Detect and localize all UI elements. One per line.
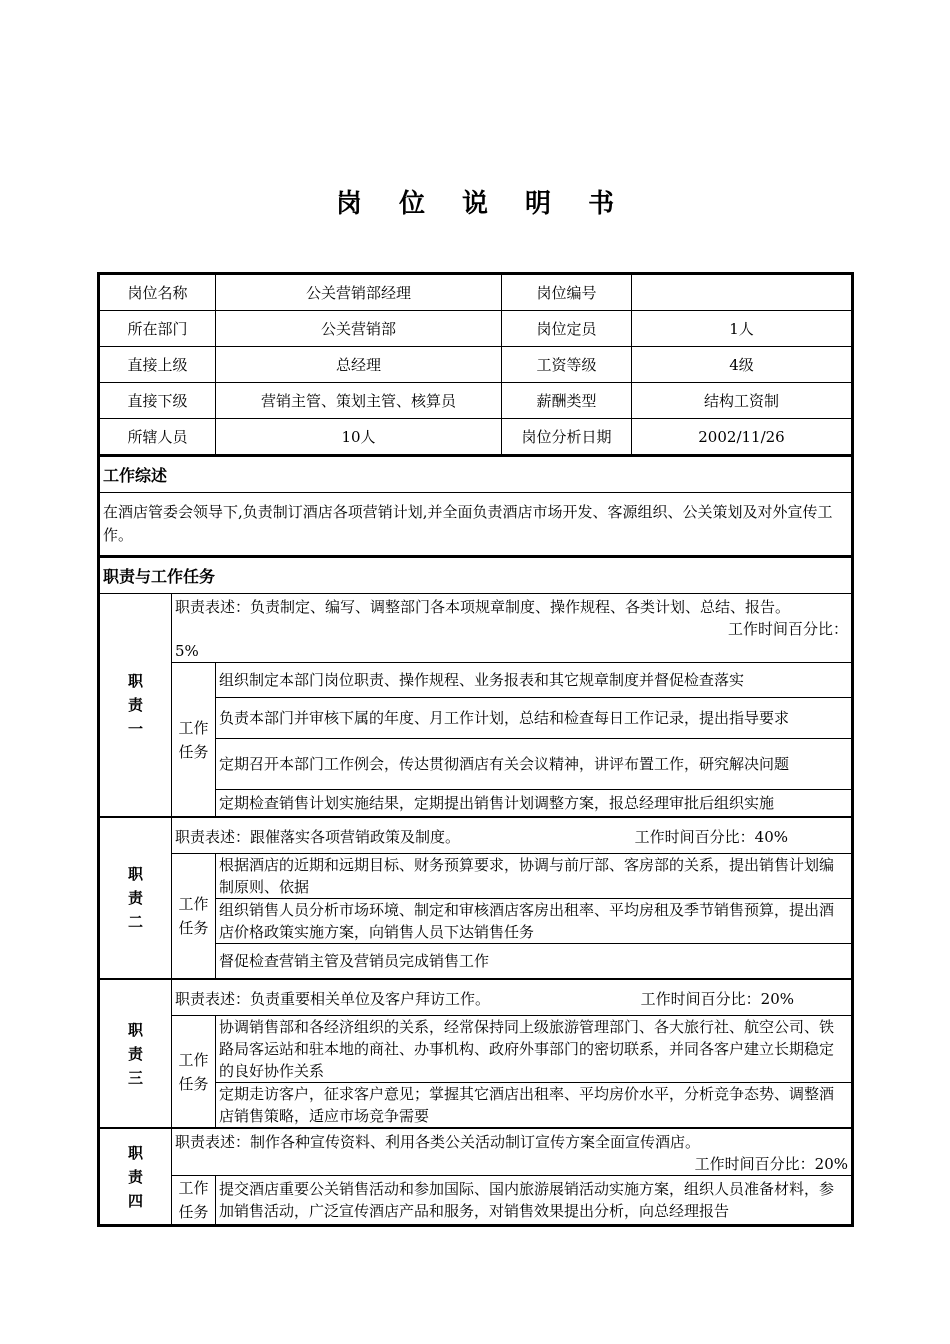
- summary-text: 在酒店管委会领导下,负责制订酒店各项营销计划,并全面负责酒店市场开发、客源组织、公关策划及对外宣传工作。: [100, 493, 852, 556]
- time-percentage: 工作时间百分比：20%: [694, 1155, 848, 1173]
- time-percentage: 工作时间百分比：40%: [634, 827, 788, 846]
- field-value: 2002/11/26: [632, 419, 852, 455]
- field-value: 公关营销部经理: [216, 275, 502, 311]
- task-item: 督促检查营销主管及营销员完成销售工作: [216, 944, 852, 980]
- task-item: 根据酒店的近期和远期目标、财务预算要求，协调与前厅部、客房部的关系，提出销售计划编制原则、依据: [216, 854, 852, 899]
- task-item: 负责本部门并审核下属的年度、月工作计划，总结和检查每日工作记录，提出指导要求: [216, 698, 852, 739]
- time-percentage-value: 5%: [175, 642, 199, 660]
- job-description-form: [97, 272, 854, 1227]
- duty-description: 职责表述：负责制定、编写、调整部门各本项规章制度、操作规程、各类计划、总结、报告。 工作时间百分比： 5%: [172, 594, 852, 663]
- duty-label: 职 责 三: [100, 979, 172, 1128]
- field-label: 岗位编号: [502, 275, 632, 311]
- duty-description: 职责表述：跟催落实各项营销政策及制度。 工作时间百分比：40%: [172, 817, 852, 854]
- field-label: 岗位名称: [100, 275, 216, 311]
- field-label: 薪酬类型: [502, 383, 632, 419]
- info-row: [100, 383, 852, 419]
- field-label: 直接下级: [100, 383, 216, 419]
- field-label: 直接上级: [100, 347, 216, 383]
- page-title: 岗 位 说 明 书: [335, 189, 629, 219]
- field-value: 公关营销部: [216, 311, 502, 347]
- task-item: 定期走访客户，征求客户意见；掌握其它酒店出租率、平均房价水平，分析竞争态势、调整酒店销售策略，适应市场竞争需要: [216, 1083, 852, 1129]
- field-value: 总经理: [216, 347, 502, 383]
- field-value: 1人: [632, 311, 852, 347]
- task-label: 工作 任务: [172, 663, 216, 818]
- field-label: 所辖人员: [100, 419, 216, 455]
- task-item: 定期检查销售计划实施结果，定期提出销售计划调整方案，报总经理审批后组织实施: [216, 790, 852, 818]
- field-value: 结构工资制: [632, 383, 852, 419]
- task-label: 工作 任务: [172, 854, 216, 980]
- duty-description: 职责表述：负责重要相关单位及客户拜访工作。 工作时间百分比：20%: [172, 979, 852, 1016]
- field-label: 岗位分析日期: [502, 419, 632, 455]
- summary-heading: 工作综述: [100, 456, 852, 493]
- task-item: 组织销售人员分析市场环境、制定和审核酒店客房出租率、平均房租及季节销售预算，提出酒店价格政策实施方案，向销售人员下达销售任务: [216, 899, 852, 944]
- field-value: [632, 275, 852, 311]
- info-row: [100, 275, 852, 311]
- info-row: [100, 311, 852, 347]
- duty-label: 职 责 二: [100, 817, 172, 979]
- field-label: 岗位定员: [502, 311, 632, 347]
- info-table: [99, 274, 852, 455]
- duties-heading: 职责与工作任务: [100, 557, 852, 594]
- task-item: 定期召开本部门工作例会，传达贯彻酒店有关会议精神，讲评布置工作，研究解决问题: [216, 739, 852, 790]
- summary-table: [99, 455, 852, 556]
- task-item: 提交酒店重要公关销售活动和参加国际、国内旅游展销活动实施方案，组织人员准备材料，参加销售活动，广泛宣传酒店产品和服务，对销售效果提出分析，向总经理报告: [216, 1176, 852, 1225]
- time-percentage-label: 工作时间百分比：: [727, 620, 848, 638]
- info-row: [100, 347, 852, 383]
- duty-label: 职 责 四: [100, 1128, 172, 1225]
- duties-table: [99, 556, 852, 1225]
- info-row: [100, 419, 852, 455]
- task-label: 工作 任务: [172, 1176, 216, 1225]
- duty-description: 职责表述：制作各种宣传资料、利用各类公关活动制订宣传方案全面宣传酒店。 工作时间百分比：20%: [172, 1128, 852, 1176]
- task-item: 组织制定本部门岗位职责、操作规程、业务报表和其它规章制度并督促检查落实: [216, 663, 852, 698]
- field-value: 4级: [632, 347, 852, 383]
- task-label: 工作 任务: [172, 1016, 216, 1129]
- field-label: 工资等级: [502, 347, 632, 383]
- duty-label: 职 责 一: [100, 594, 172, 818]
- task-item: 协调销售部和各经济组织的关系，经常保持同上级旅游管理部门、各大旅行社、航空公司、铁路局客运站和驻本地的商社、办事机构、政府外事部门的密切联系，并同各客户建立长期稳定的良好协作关系: [216, 1016, 852, 1083]
- field-value: 10人: [216, 419, 502, 455]
- field-label: 所在部门: [100, 311, 216, 347]
- field-value: 营销主管、策划主管、核算员: [216, 383, 502, 419]
- time-percentage: 工作时间百分比：20%: [640, 989, 794, 1008]
